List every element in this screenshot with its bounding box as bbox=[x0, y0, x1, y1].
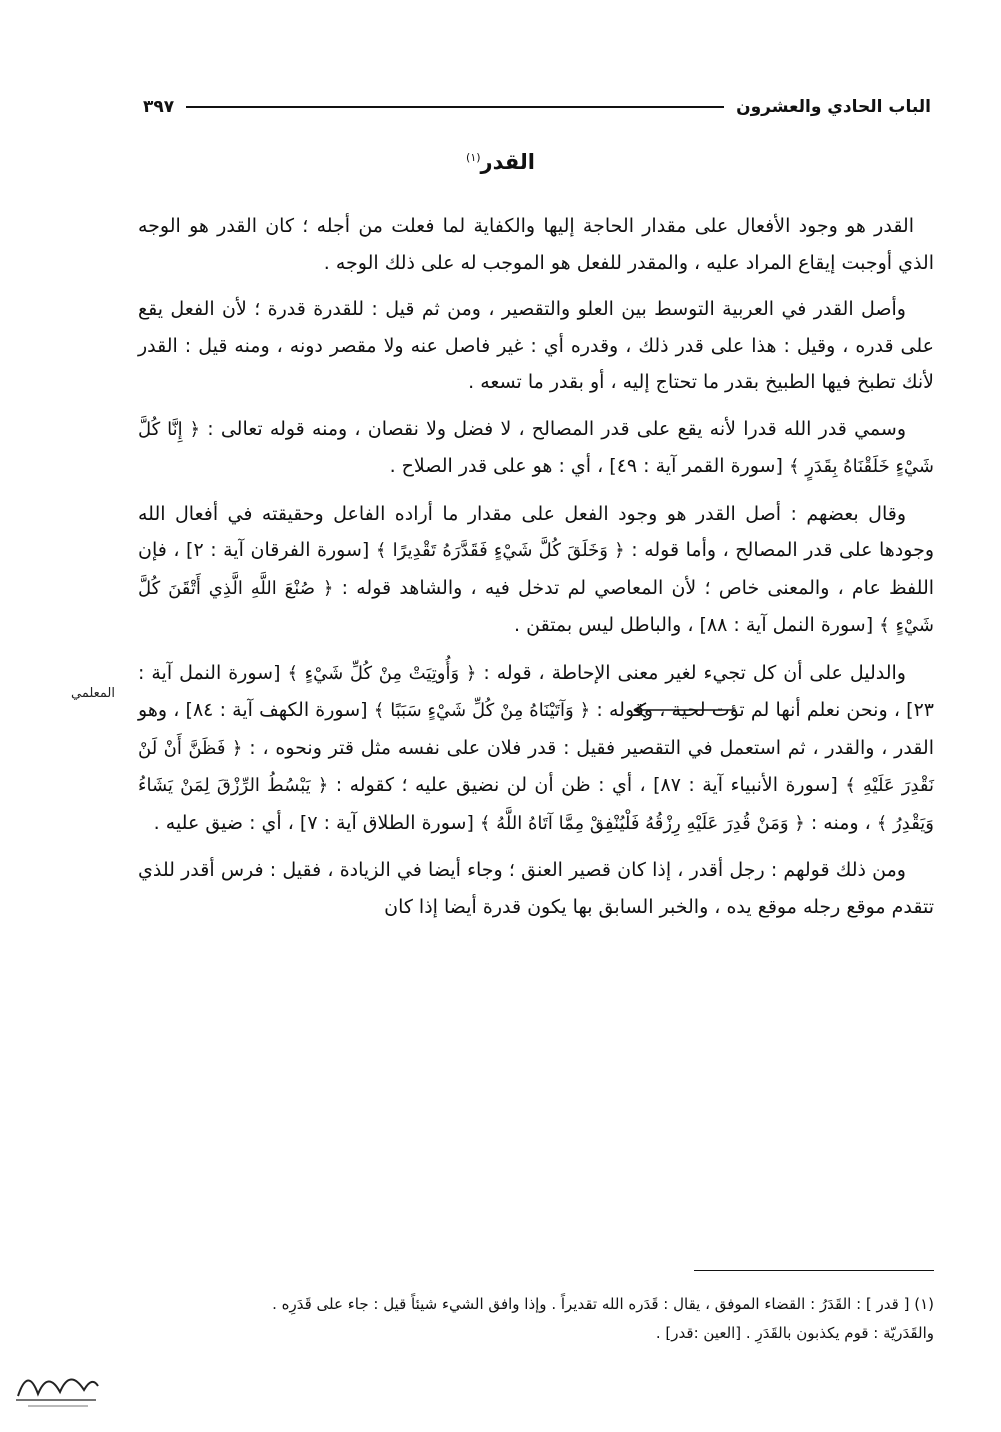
paragraph-text: [سورة القمر آية : ٤٩] ، أي : هو على قدر الصلاح . bbox=[389, 455, 783, 477]
quran-verse: ﴿ صُنْعَ اللَّهِ الَّذِي أَتْقَنَ كُلَّ شَيْءٍ ﴾ bbox=[138, 577, 934, 636]
publisher-logo-icon bbox=[8, 1356, 104, 1414]
paragraph bbox=[138, 291, 934, 401]
footnote-separator bbox=[694, 1270, 934, 1271]
quran-verse: ﴿ وَأُوتِيَتْ مِنْ كُلِّ شَيْءٍ ﴾ bbox=[287, 662, 477, 684]
paragraph-text: والدليل على أن كل تجيء لغير معنى الإحاطة ، قوله : bbox=[483, 661, 906, 684]
quran-verse: ﴿ وَآتَيْنَاهُ مِنْ كُلِّ شَيْءٍ سَبَبًا ﴾ bbox=[373, 700, 591, 721]
paragraph bbox=[138, 411, 934, 486]
quran-verse: ﴿ وَمَنْ قُدِرَ عَلَيْهِ رِزْقُهُ فَلْيُنْفِقْ مِمَّا آتَاهُ اللَّهُ ﴾ bbox=[479, 812, 805, 834]
footnote-marker: (١) bbox=[466, 151, 481, 164]
chapter-title-text: القدر bbox=[480, 150, 535, 174]
paragraph-text: [سورة الطلاق آية : ٧] ، أي : ضيق عليه . bbox=[153, 811, 474, 834]
quran-verse: ﴿ يَبْسُطُ الرِّزْقَ لِمَنْ يَشَاءُ وَيَقْدِرُ ﴾ bbox=[138, 775, 934, 834]
paragraph-text: [سورة الأنبياء آية : ٨٧] ، أي : ظن أن لن نضيق عليه ؛ كقوله : bbox=[335, 774, 838, 796]
paragraph-text: وقال بعضهم : أصل القدر هو وجود الفعل على مقدار ما أراده الفاعل وحقيقته في أفعال الله وجودها على قدر المصالح ، وأما قوله : bbox=[138, 502, 934, 561]
paragraph-text: ومن ذلك قولهم : رجل أقدر ، إذا كان قصير العنق ؛ وجاء أيضا في الزيادة ، فقيل : فرس أقدر للذي تتقدم موقع رجله موقع يده ، والخبر السابق بها يكون قدرة أيضا إذا كان bbox=[138, 859, 934, 918]
running-header bbox=[143, 92, 931, 122]
footnote-line: (١) [ قدر ] : القَدَرُ : القضاء الموفق ، يقال : قَدَره الله تقديراً . وإذا وافق الشيء شيئاً قيل : جاء على قَدَرِه . bbox=[272, 1295, 934, 1313]
paragraph-text: ، ومنه : bbox=[810, 811, 871, 834]
body-text bbox=[138, 208, 934, 935]
quran-verse: ﴿ فَظَنَّ أَنْ لَنْ نَقْدِرَ عَلَيْهِ ﴾ bbox=[138, 737, 935, 796]
paragraph bbox=[138, 496, 934, 645]
paragraph-text: [سورة الفرقان آية : ٢] ، فإن اللفظ عام ، والمعنى خاص ؛ لأن المعاصي لم تدخل فيه ، والشاهد قوله : bbox=[138, 539, 935, 599]
chapter-title bbox=[0, 150, 1001, 174]
paragraph-text: [سورة النمل آية : ٨٨] ، والباطل ليس بمتقن . bbox=[514, 614, 874, 636]
quran-verse: ﴿ إِنَّا كُلَّ شَيْءٍ خَلَقْنَاهُ بِقَدَرٍ ﴾ bbox=[138, 418, 934, 477]
paragraph-text: [سورة الكهف آية : ٨٤] ، وهو القدر ، والقدر ، ثم استعمل في التقصير فقيل : قدر فلان على نفسه مثل قتر ونحوه ، : bbox=[138, 699, 934, 759]
handwritten-arrow-icon bbox=[628, 700, 738, 720]
page-number: ٣٩٧ bbox=[143, 97, 175, 117]
paragraph-text: وسمي قدر الله قدرا لأنه يقع على قدر المصالح ، لا فضل ولا نقصان ، ومنه قوله تعالى : bbox=[207, 417, 906, 440]
margin-handwritten-note: المعلمي bbox=[70, 686, 115, 701]
paragraph-text: وأصل القدر في العربية التوسط بين العلو والتقصير ، ومن ثم قيل : للقدرة قدرة ؛ لأن الفعل يقع على قدره ، وقيل : هذا على قدر ذلك ، وقدره أي : غير فاصل عنه ولا مقصر دونه ، ومنه قيل : القدر لأنك تطبخ فيها الطبيخ بقدر ما تحتاج إليه ، أو بقدر ما تسعه . bbox=[138, 298, 934, 393]
paragraph-text: [سورة النمل آية : ٢٣] ، ونحن نعلم أنها لم تؤت لحية ، وقوله : bbox=[138, 661, 934, 721]
chapter-running-title: الباب الحادي والعشرون bbox=[736, 97, 931, 117]
footnote-line: والقَدَريّة : قوم يكذبون بالقَدَرِ . [العين :قدر] . bbox=[655, 1324, 934, 1342]
paragraph-text: القدر هو وجود الأفعال على مقدار الحاجة إليها والكفاية لما فعلت من أجله ؛ كان القدر هو الوجه الذي أوجبت إيقاع المراد عليه ، والمقدر للفعل هو الموجب له على ذلك الوجه . bbox=[138, 215, 934, 274]
footnotes bbox=[150, 1290, 934, 1348]
quran-verse: ﴿ وَخَلَقَ كُلَّ شَيْءٍ فَقَدَّرَهُ تَقْدِيرًا ﴾ bbox=[375, 540, 625, 561]
paragraph bbox=[138, 852, 934, 925]
header-rule bbox=[186, 106, 724, 108]
paragraph bbox=[138, 655, 934, 843]
paragraph bbox=[138, 208, 934, 281]
